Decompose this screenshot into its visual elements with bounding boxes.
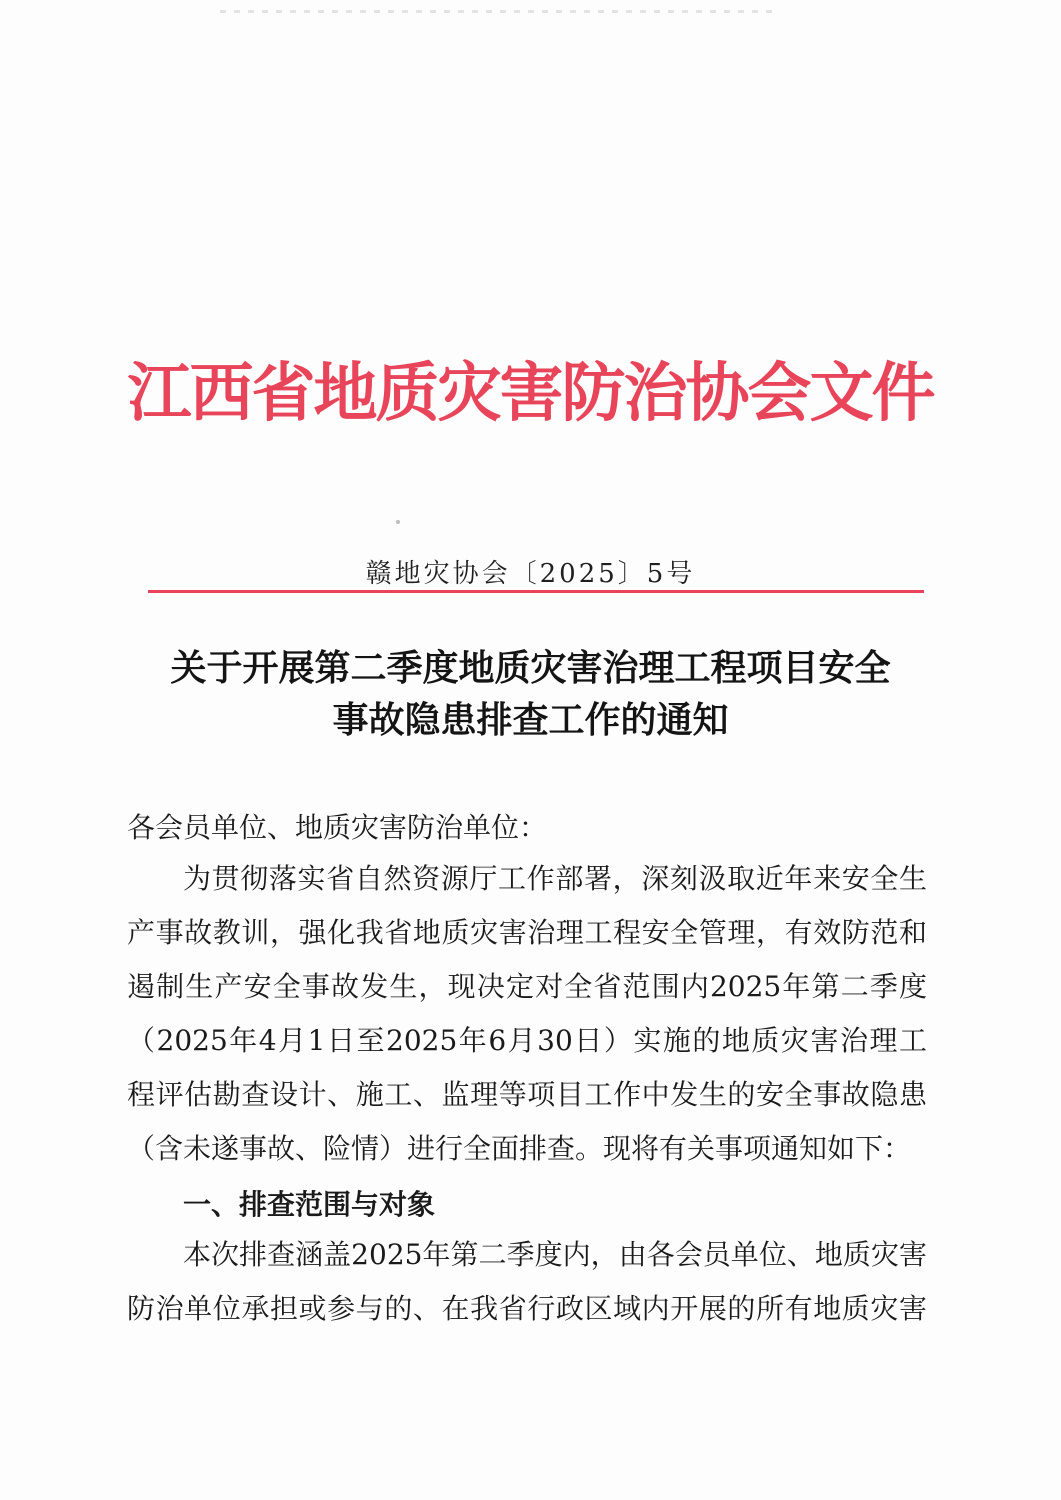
paragraph-1-line: 程评估勘查设计、施工、监理等项目工作中发生的安全事故隐患 xyxy=(127,1078,927,1111)
paragraph-1-line: （2025年4月1日至2025年6月30日）实施的地质灾害治理工 xyxy=(127,1024,927,1057)
notice-title-line-2: 事故隐患排查工作的通知 xyxy=(332,700,729,741)
paragraph-2-line: 防治单位承担或参与的、在我省行政区域内开展的所有地质灾害 xyxy=(127,1292,927,1325)
salutation: 各会员单位、地质灾害防治单位： xyxy=(127,811,548,844)
section-1-heading: 一、排查范围与对象 xyxy=(183,1188,436,1221)
scan-speck xyxy=(396,520,400,524)
paragraph-2-line: 本次排查涵盖2025年第二季度内，由各会员单位、地质灾害 xyxy=(183,1238,927,1271)
paragraph-1-line: 遏制生产安全事故发生，现决定对全省范围内2025年第二季度 xyxy=(127,970,927,1003)
document-number: 赣地灾协会〔2025〕5号 xyxy=(365,559,696,589)
paragraph-1-line: 产事故教训，强化我省地质灾害治理工程安全管理，有效防范和 xyxy=(127,916,927,949)
paragraph-2 xyxy=(127,1228,927,1336)
notice-title xyxy=(100,643,961,747)
paragraph-1-line: （含未遂事故、险情）进行全面排查。现将有关事项通知如下： xyxy=(127,1132,912,1165)
paragraph-1-line: 为贯彻落实省自然资源厅工作部署，深刻汲取近年来安全生 xyxy=(183,862,927,895)
issuer-header: 江西省地质灾害防治协会文件 xyxy=(127,356,934,431)
paragraph-1 xyxy=(127,852,927,1176)
red-separator-line xyxy=(148,590,924,593)
scan-artifact xyxy=(220,10,780,13)
notice-title-line-1: 关于开展第二季度地质灾害治理工程项目安全 xyxy=(170,648,891,689)
